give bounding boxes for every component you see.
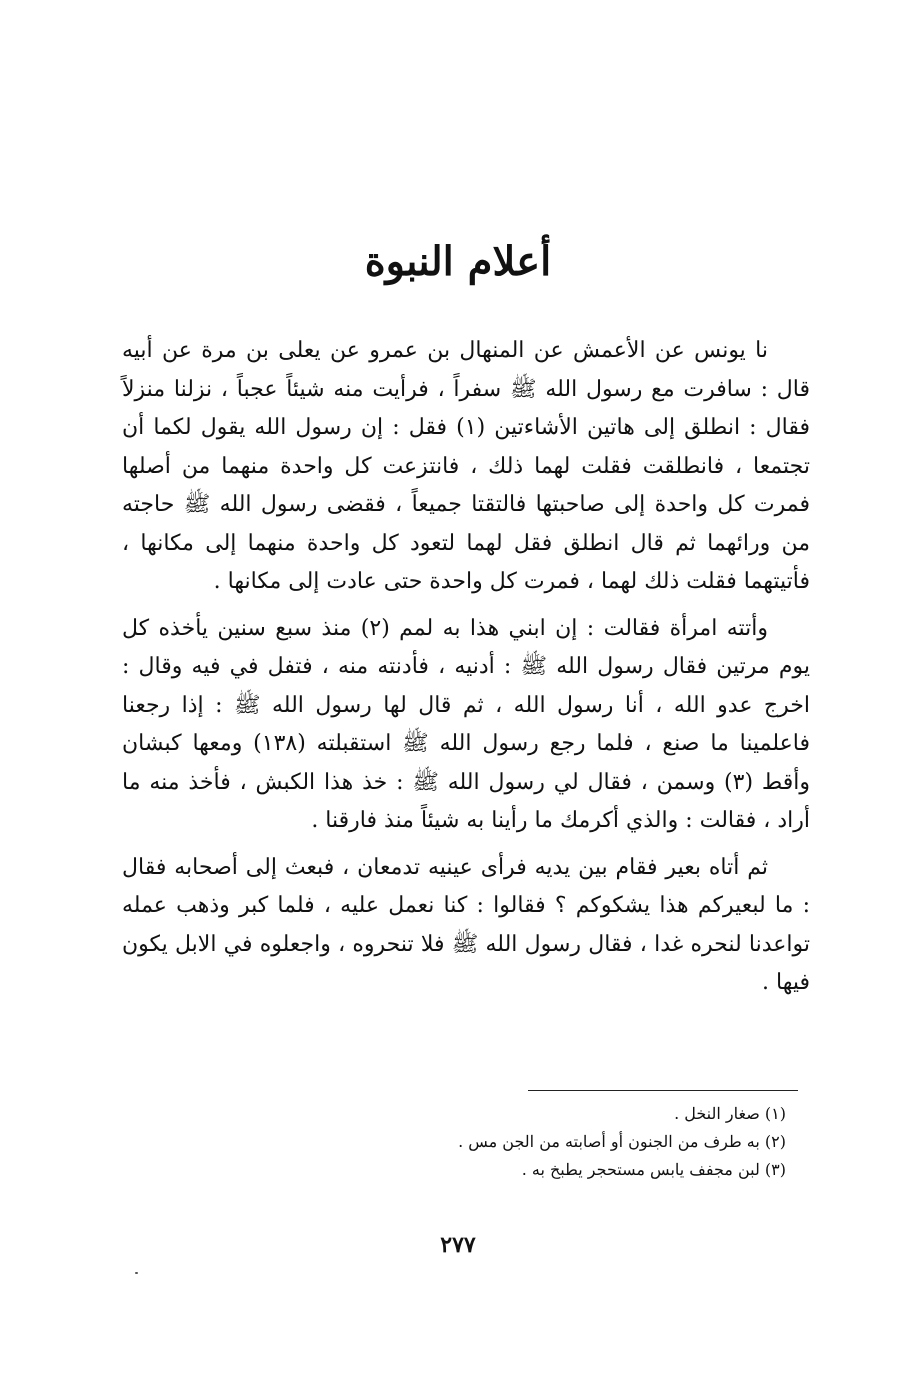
footnotes: [300, 1100, 786, 1184]
print-speck: [135, 1272, 138, 1274]
footnote-3: (٣) لبن مجفف يابس مستحجر يطبخ به .: [521, 1160, 786, 1179]
page-number: ٢٧٧: [440, 1232, 476, 1258]
footnote-1: (١) صغار النخل .: [674, 1104, 786, 1123]
footnote-divider: [528, 1090, 798, 1091]
paragraph-3: ثم أتاه بعير فقام بين يديه فرأى عينيه تدمعان ، فبعث إلى أصحابه فقال : ما لبعيركم هذا يشكوكم ؟ فقالوا : كنا نعمل عليه ، فلما كبر وذهب عمله تواعدنا لنحره غدا ، فقال رسول الله ﷺ فلا تنحروه ، واجعلوه في الابل يكون فيها .: [122, 854, 810, 995]
footnote-2: (٢) به طرف من الجنون أو أصابته من الجن مس .: [458, 1132, 786, 1151]
main-text: [122, 332, 810, 1003]
paragraph-2: وأتته امرأة فقالت : إن ابني هذا به لمم (٢) منذ سبع سنين يأخذه كل يوم مرتين فقال رسول الله ﷺ : أدنيه ، فأدنته منه ، فتفل في فيه وقال : اخرج عدو الله ، أنا رسول الله ، ثم قال لها رسول الله ﷺ : إذا رجعنا فاعلمينا ما صنع ، فلما رجع رسول الله ﷺ استقبلته (١٣٨) ومعها كبشان وأقط (٣) وسمن ، فقال لي رسول الله ﷺ : خذ هذا الكبش ، فأخذ منه ما أراد ، فقالت : والذي أكرمك ما رأينا به شيئاً منذ فارقنا .: [122, 615, 811, 833]
page-title: أعلام النبوة: [364, 238, 552, 285]
paragraph-1: نا يونس عن الأعمش عن المنهال بن عمرو عن يعلى بن مرة عن أبيه قال : سافرت مع رسول الله ﷺ سفراً ، فرأيت منه شيئاً عجباً ، نزلنا منزلاً فقال : انطلق إلى هاتين الأشاءتين (١) فقل : إن رسول الله يقول لكما أن تجتمعا ، فانطلقت فقلت لهما ذلك ، فانتزعت كل واحدة منهما من أصلها فمرت كل واحدة إلى صاحبتها فالتقتا جميعاً ، فقضى رسول الله ﷺ حاجته من ورائهما ثم قال انطلق فقل لهما لتعود كل واحدة منهما إلى مكانها ، فأتيتهما فقلت ذلك لهما ، فمرت كل واحدة حتى عادت إلى مكانها .: [122, 338, 810, 594]
